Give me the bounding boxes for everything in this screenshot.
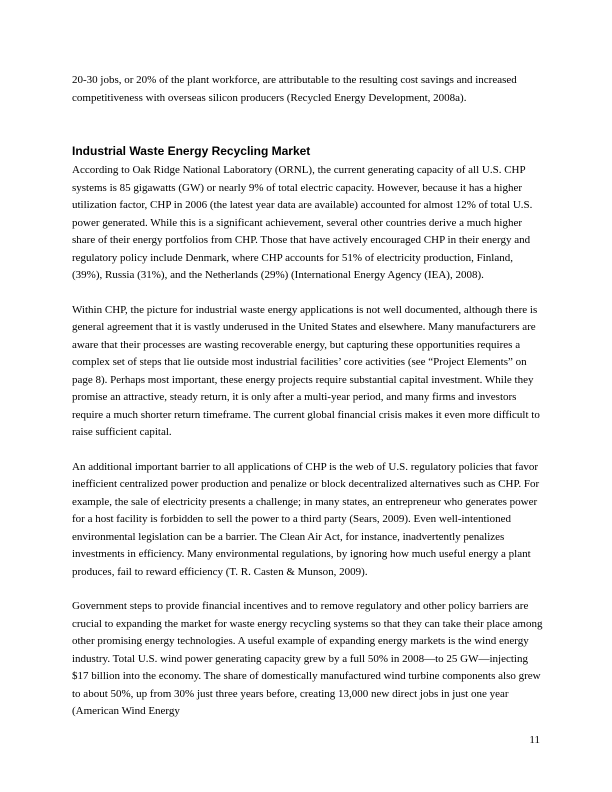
section-heading: Industrial Waste Energy Recycling Market [72,144,311,158]
paragraph-government-steps: Government steps to provide financial incentives and to remove regulatory and other policy barriers are crucial to expanding the market for waste energy recycling systems so that they can take their place among other promising energy technologies. A useful example of expanding energy markets is the wind energy industry. Total U.S. wind power generating capacity grew by a full 50% in 2008—to 25 GW—injecting $17 billion into the economy. The share of domestically manufactured wind turbine components also grew to about 50%, up from 30% just three years before, creating 13,000 new direct jobs in just one year (American Wind Energy [72,600,543,717]
intro-paragraph: 20-30 jobs, or 20% of the plant workforce, are attributable to the resulting cost savings and increased competitiveness with overseas silicon producers (Recycled Energy Development, 2008a). [72,74,517,104]
paragraph-chp-capacity: According to Oak Ridge National Laboratory (ORNL), the current generating capacity of all U.S. CHP systems is 85 gigawatts (GW) or nearly 9% of total electric capacity. However, because it has a higher utilization factor, CHP in 2006 (the latest year data are available) accounted for almost 12% of total U.S. power generated. While this is a significant achievement, several other countries derive a much higher share of their energy portfolios from CHP. Those that have actively encouraged CHP in their energy and regulatory policy include Denmark, where CHP accounts for 51% of electricity production, Finland, (39%), Russia (31%), and the Netherlands (29%) (International Energy Agency (IEA), 2008). [72,164,533,281]
paragraph-industrial-waste: Within CHP, the picture for industrial waste energy applications is not well documented, although there is general agreement that it is vastly underused in the United States and elsewhere. Many manufacturers are aware that their processes are wasting recoverable energy, but capturing these opportunities requires a complex set of steps that lie outside most industrial facilities’ core activities (see “Project Elements” on page 8). Perhaps most important, these energy projects require substantial capital investment. While they promise an attractive, steady return, it is only after a multi-year period, and many firms and investors require a much shorter return timeframe. The current global financial crisis makes it even more difficult to raise sufficient capital. [72,303,540,438]
paragraph-regulatory-barriers: An additional important barrier to all applications of CHP is the web of U.S. regulatory policies that favor inefficient centralized power production and penalize or block decentralized alternatives such as CHP. For example, the sale of electricity presents a challenge; in many states, an entrepreneur who generates power for a host facility is forbidden to sell the power to a third party (Sears, 2009). Even well-intentioned environmental legislation can be a barrier. The Clean Air Act, for instance, inadvertently penalizes investments in efficiency. Many environmental regulations, by ignoring how much useful energy a plant produces, fail to reward efficiency (T. R. Casten & Munson, 2009). [72,460,540,578]
page-number: 11 [529,734,540,746]
page-content [72,72,544,738]
